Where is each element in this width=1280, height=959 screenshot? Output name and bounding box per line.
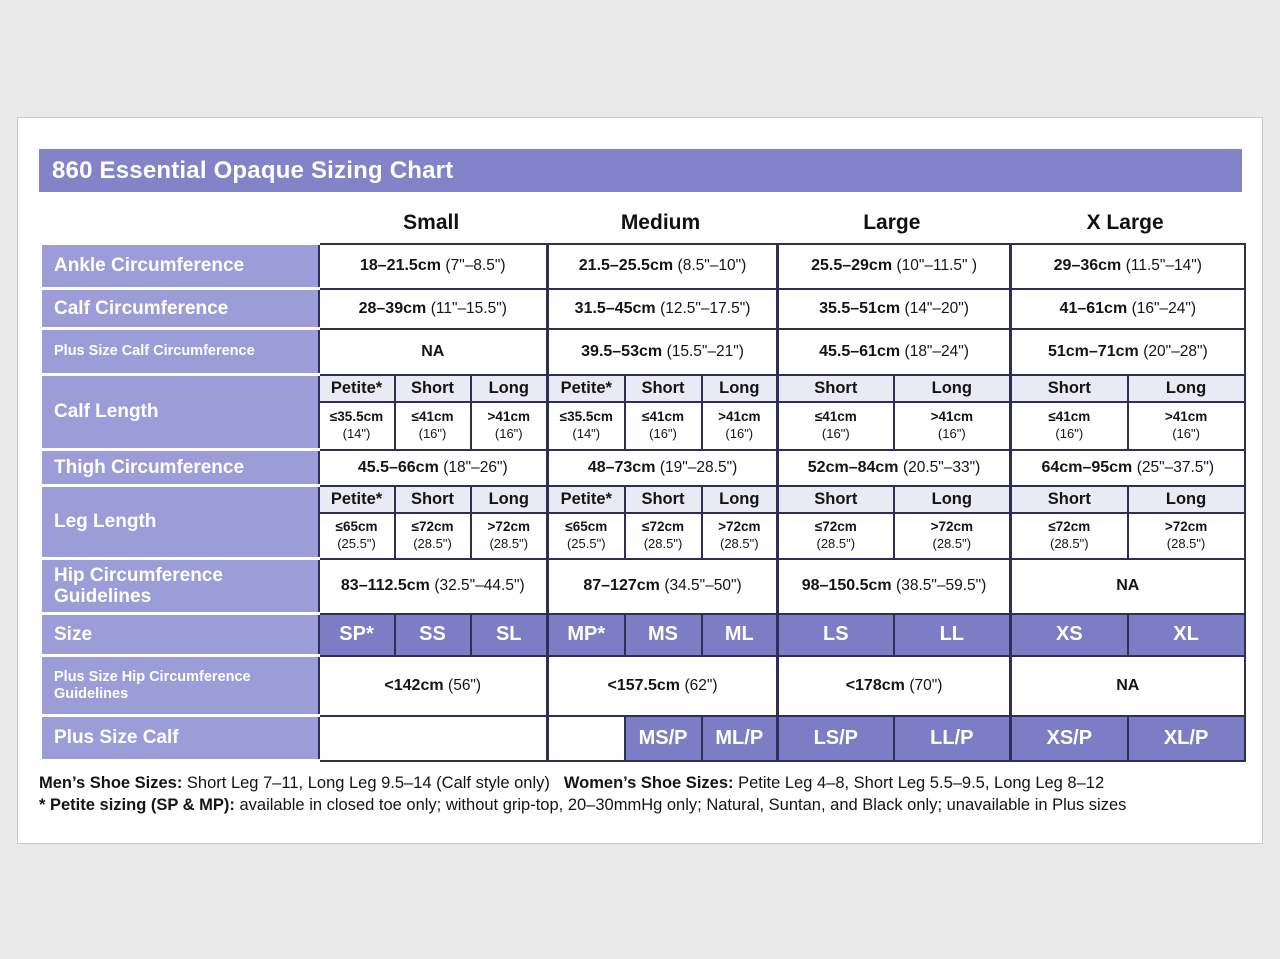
cell-ankle-large bbox=[778, 244, 1011, 289]
cell-hip-medium bbox=[548, 559, 778, 614]
cell-leg-length bbox=[395, 513, 471, 559]
cell-plus-hip-xlarge-na: NA bbox=[1011, 656, 1245, 716]
size-code-lsp: LS/P bbox=[778, 716, 894, 761]
value-inches: (10"–11.5" ) bbox=[896, 257, 978, 274]
size-code-ll: LL bbox=[894, 614, 1011, 656]
cell-leg-length bbox=[625, 513, 702, 559]
value-inches: (14"–20") bbox=[904, 299, 969, 317]
value-inches: (34.5"–50") bbox=[664, 577, 742, 594]
size-code-llp: LL/P bbox=[894, 716, 1011, 761]
cell-calf-length bbox=[1128, 402, 1245, 450]
value-cm: 28–39cm bbox=[358, 299, 427, 317]
value-inches: (28.5") bbox=[413, 535, 452, 551]
cell-ankle-small bbox=[319, 244, 548, 289]
value-cm: 98–150.5cm bbox=[801, 577, 892, 594]
cell-plus-hip-medium bbox=[548, 656, 778, 716]
cell-calf-small bbox=[319, 289, 548, 329]
subheader-short: Short bbox=[625, 375, 702, 402]
value-inches: (7"–8.5") bbox=[445, 257, 506, 274]
value-inches: (16") bbox=[937, 425, 966, 441]
cell-leg-length bbox=[1011, 513, 1128, 559]
value-inches: (16") bbox=[1172, 425, 1200, 441]
cell-leg-length bbox=[702, 513, 778, 559]
value-inches: (11.5"–14") bbox=[1125, 257, 1202, 274]
value-cm: >41cm bbox=[1164, 409, 1208, 425]
mens-shoe-sizes-text: Short Leg 7–11, Long Leg 9.5–14 (Calf style only) bbox=[182, 774, 550, 792]
value-cm: ≤72cm bbox=[1048, 519, 1091, 535]
value-cm: >72cm bbox=[718, 519, 761, 535]
table-row-calf-circumference bbox=[41, 289, 1245, 329]
size-code-sl: SL bbox=[471, 614, 548, 656]
table-row-size bbox=[41, 614, 1245, 656]
cell-plus-calf-blank-small bbox=[319, 716, 548, 761]
value-cm: 18–21.5cm bbox=[359, 257, 441, 274]
cell-thigh-large bbox=[778, 450, 1011, 486]
cell-leg-length bbox=[471, 513, 548, 559]
footnote-shoe-sizes bbox=[39, 773, 1242, 795]
value-inches: (15.5"–21") bbox=[666, 342, 744, 360]
value-cm: 48–73cm bbox=[587, 458, 656, 476]
value-cm: >41cm bbox=[718, 409, 761, 425]
cell-plus-calf-circ-xlarge bbox=[1011, 329, 1245, 375]
size-code-xsp: XS/P bbox=[1011, 716, 1128, 761]
petite-sizing-text: available in closed toe only; without grip-top, 20–30mmHg only; Natural, Suntan, and Black only; unavailable in Plus sizes bbox=[234, 795, 1127, 814]
cell-calf-length bbox=[625, 402, 702, 450]
cell-hip-small bbox=[319, 559, 548, 614]
column-header-xlarge: X Large bbox=[1086, 211, 1164, 234]
footnotes bbox=[39, 773, 1242, 817]
value-inches: (28.5") bbox=[719, 535, 759, 551]
size-code-xlp: XL/P bbox=[1128, 716, 1245, 761]
subheader-long: Long bbox=[894, 375, 1011, 402]
value-inches: (28.5") bbox=[932, 535, 972, 551]
subheader-short: Short bbox=[778, 486, 894, 513]
subheader-long: Long bbox=[702, 486, 778, 513]
value-cm: >72cm bbox=[930, 519, 973, 535]
mens-shoe-sizes-label: Men’s Shoe Sizes: bbox=[39, 774, 183, 792]
cell-ankle-xlarge bbox=[1011, 244, 1245, 289]
subheader-long: Long bbox=[1128, 486, 1245, 513]
value-cm: 31.5–45cm bbox=[574, 299, 656, 317]
subheader-petite: Petite* bbox=[548, 375, 625, 402]
value-inches: (70") bbox=[909, 676, 943, 694]
row-label-calf-length: Calf Length bbox=[41, 375, 319, 450]
cell-thigh-medium bbox=[548, 450, 778, 486]
value-cm: 21.5–25.5cm bbox=[578, 257, 674, 274]
subheader-short: Short bbox=[395, 486, 471, 513]
subheader-long: Long bbox=[702, 375, 778, 402]
value-cm: ≤41cm bbox=[642, 409, 684, 425]
table-row-hip-circumference-guidelines bbox=[41, 559, 1245, 614]
value-cm: 39.5–53cm bbox=[581, 342, 663, 360]
value-cm: <142cm bbox=[384, 676, 444, 694]
subheader-petite: Petite* bbox=[319, 486, 395, 513]
cell-leg-length bbox=[778, 513, 894, 559]
value-cm: ≤35.5cm bbox=[329, 409, 384, 425]
row-label-thigh-circumference: Thigh Circumference bbox=[41, 450, 319, 486]
row-label-size: Size bbox=[41, 614, 319, 656]
value-inches: (8.5"–10") bbox=[677, 257, 747, 274]
cell-leg-length bbox=[894, 513, 1011, 559]
table-row-plus-size-hip-circumference-guidelines bbox=[41, 656, 1245, 716]
value-cm: 41–61cm bbox=[1059, 299, 1128, 317]
value-cm: 87–127cm bbox=[583, 577, 660, 594]
cell-thigh-small bbox=[319, 450, 548, 486]
subheader-long: Long bbox=[471, 375, 548, 402]
value-inches: (16"–24") bbox=[1131, 299, 1197, 317]
cell-calf-xlarge bbox=[1011, 289, 1245, 329]
column-header-medium: Medium bbox=[620, 211, 701, 234]
value-cm: ≤72cm bbox=[814, 519, 857, 535]
petite-sizing-label: * Petite sizing (SP & MP): bbox=[39, 795, 235, 814]
cell-calf-length bbox=[778, 402, 894, 450]
cell-calf-length bbox=[395, 402, 471, 450]
value-inches: (16") bbox=[418, 425, 447, 441]
value-cm: 45.5–61cm bbox=[819, 342, 901, 360]
subheader-short: Short bbox=[625, 486, 702, 513]
value-cm: 64cm–95cm bbox=[1041, 458, 1133, 476]
value-cm: >41cm bbox=[930, 409, 973, 425]
value-cm: 83–112.5cm bbox=[340, 577, 430, 594]
size-code-mlp: ML/P bbox=[702, 716, 778, 761]
table-row-plus-size-calf bbox=[41, 716, 1245, 761]
womens-shoe-sizes-text: Petite Leg 4–8, Short Leg 5.5–9.5, Long Leg 8–12 bbox=[733, 774, 1105, 792]
value-cm: ≤65cm bbox=[335, 519, 378, 535]
row-label-hip-circumference-guidelines: Hip Circumference Guidelines bbox=[41, 559, 319, 614]
value-inches: (16") bbox=[1055, 425, 1084, 441]
table-row-ankle-circumference bbox=[41, 244, 1245, 289]
cell-thigh-xlarge bbox=[1011, 450, 1245, 486]
value-cm: ≤72cm bbox=[411, 519, 454, 535]
table-row-thigh-circumference bbox=[41, 450, 1245, 486]
size-code-ss: SS bbox=[395, 614, 471, 656]
cell-calf-length bbox=[471, 402, 548, 450]
column-headers bbox=[39, 204, 1242, 242]
value-inches: (20.5"–33") bbox=[902, 458, 981, 476]
value-inches: (16") bbox=[725, 425, 754, 441]
sizing-table bbox=[39, 242, 1246, 762]
subheader-petite: Petite* bbox=[319, 375, 395, 402]
value-cm: ≤72cm bbox=[642, 519, 684, 535]
value-inches: (18"–24") bbox=[904, 342, 969, 360]
value-inches: (25.5") bbox=[337, 535, 376, 551]
page-title: 860 Essential Opaque Sizing Chart bbox=[39, 149, 1242, 192]
value-inches: (16") bbox=[494, 425, 523, 441]
sizing-chart-card bbox=[17, 117, 1263, 844]
cell-leg-length bbox=[548, 513, 625, 559]
cell-plus-calf-circ-medium bbox=[548, 329, 778, 375]
cell-hip-large bbox=[778, 559, 1011, 614]
subheader-short: Short bbox=[395, 375, 471, 402]
table-row-leg-length-subheaders bbox=[41, 486, 1245, 513]
row-label-plus-size-hip-circumference-guidelines: Plus Size Hip Circumference Guidelines bbox=[41, 656, 319, 716]
subheader-short: Short bbox=[778, 375, 894, 402]
footnote-petite-sizing bbox=[39, 795, 1242, 817]
value-inches: (32.5"–44.5") bbox=[434, 577, 525, 594]
size-code-mp: MP* bbox=[548, 614, 625, 656]
size-code-xl: XL bbox=[1128, 614, 1245, 656]
value-cm: 45.5–66cm bbox=[357, 458, 439, 476]
value-inches: (62") bbox=[684, 676, 718, 694]
subheader-long: Long bbox=[471, 486, 548, 513]
cell-calf-medium bbox=[548, 289, 778, 329]
subheader-short: Short bbox=[1011, 486, 1128, 513]
value-inches: (25"–37.5") bbox=[1136, 458, 1215, 476]
cell-calf-large bbox=[778, 289, 1011, 329]
value-cm: >41cm bbox=[487, 409, 530, 425]
size-code-sp: SP* bbox=[319, 614, 395, 656]
subheader-long: Long bbox=[1128, 375, 1245, 402]
row-label-plus-size-calf: Plus Size Calf bbox=[41, 716, 319, 761]
row-label-calf-circumference: Calf Circumference bbox=[41, 289, 319, 329]
value-inches: (56") bbox=[448, 676, 482, 694]
cell-calf-length bbox=[548, 402, 625, 450]
subheader-short: Short bbox=[1011, 375, 1128, 402]
value-inches: (25.5") bbox=[566, 535, 606, 551]
value-inches: (16") bbox=[649, 425, 677, 441]
table-row-plus-size-calf-circumference bbox=[41, 329, 1245, 375]
value-cm: ≤35.5cm bbox=[559, 409, 613, 425]
cell-leg-length bbox=[1128, 513, 1245, 559]
cell-leg-length bbox=[319, 513, 395, 559]
value-inches: (28.5") bbox=[816, 535, 856, 551]
value-cm: ≤65cm bbox=[565, 519, 608, 535]
womens-shoe-sizes-label: Women’s Shoe Sizes: bbox=[563, 774, 734, 792]
value-cm: ≤41cm bbox=[1048, 409, 1091, 425]
value-cm: 25.5–29cm bbox=[811, 257, 893, 274]
value-inches: (16") bbox=[821, 425, 850, 441]
value-inches: (28.5") bbox=[489, 535, 529, 551]
value-inches: (28.5") bbox=[1050, 535, 1089, 551]
value-cm: ≤41cm bbox=[814, 409, 857, 425]
value-inches: (20"–28") bbox=[1143, 342, 1208, 360]
value-cm: <178cm bbox=[845, 676, 905, 694]
value-inches: (19"–28.5") bbox=[659, 458, 738, 476]
size-code-xs: XS bbox=[1011, 614, 1128, 656]
cell-plus-hip-small bbox=[319, 656, 548, 716]
value-inches: (14") bbox=[572, 425, 601, 441]
size-code-msp: MS/P bbox=[625, 716, 702, 761]
value-cm: 29–36cm bbox=[1053, 257, 1122, 274]
value-inches: (28.5") bbox=[1166, 535, 1206, 551]
value-inches: (14") bbox=[342, 425, 371, 441]
table-row-calf-length-subheaders bbox=[41, 375, 1245, 402]
value-cm: 35.5–51cm bbox=[819, 299, 901, 317]
value-cm: 51cm–71cm bbox=[1047, 342, 1139, 360]
cell-calf-length bbox=[1011, 402, 1128, 450]
cell-plus-calf-circ-small-na: NA bbox=[319, 329, 548, 375]
value-inches: (12.5"–17.5") bbox=[660, 299, 751, 317]
cell-ankle-medium bbox=[548, 244, 778, 289]
cell-plus-hip-large bbox=[778, 656, 1011, 716]
subheader-petite: Petite* bbox=[548, 486, 625, 513]
cell-calf-length bbox=[894, 402, 1011, 450]
subheader-long: Long bbox=[894, 486, 1011, 513]
value-inches: (28.5") bbox=[643, 535, 683, 551]
row-label-plus-size-calf-circumference: Plus Size Calf Circumference bbox=[41, 329, 319, 375]
value-inches: (38.5"–59.5") bbox=[896, 577, 987, 594]
cell-plus-calf-circ-large bbox=[778, 329, 1011, 375]
value-cm: >72cm bbox=[1164, 519, 1208, 535]
value-cm: >72cm bbox=[487, 519, 530, 535]
column-header-large: Large bbox=[863, 211, 921, 234]
size-code-ml: ML bbox=[702, 614, 778, 656]
cell-calf-length bbox=[319, 402, 395, 450]
cell-calf-length bbox=[702, 402, 778, 450]
column-header-small: Small bbox=[403, 211, 460, 234]
cell-hip-xlarge-na: NA bbox=[1011, 559, 1245, 614]
value-cm: 52cm–84cm bbox=[807, 458, 899, 476]
cell-plus-calf-blank-mp bbox=[548, 716, 625, 761]
value-cm: ≤41cm bbox=[411, 409, 454, 425]
row-label-ankle-circumference: Ankle Circumference bbox=[41, 244, 319, 289]
size-code-ms: MS bbox=[625, 614, 702, 656]
size-code-ls: LS bbox=[778, 614, 894, 656]
row-label-leg-length: Leg Length bbox=[41, 486, 319, 559]
value-cm: <157.5cm bbox=[607, 676, 681, 694]
value-inches: (18"–26") bbox=[443, 458, 508, 476]
value-inches: (11"–15.5") bbox=[430, 299, 507, 317]
